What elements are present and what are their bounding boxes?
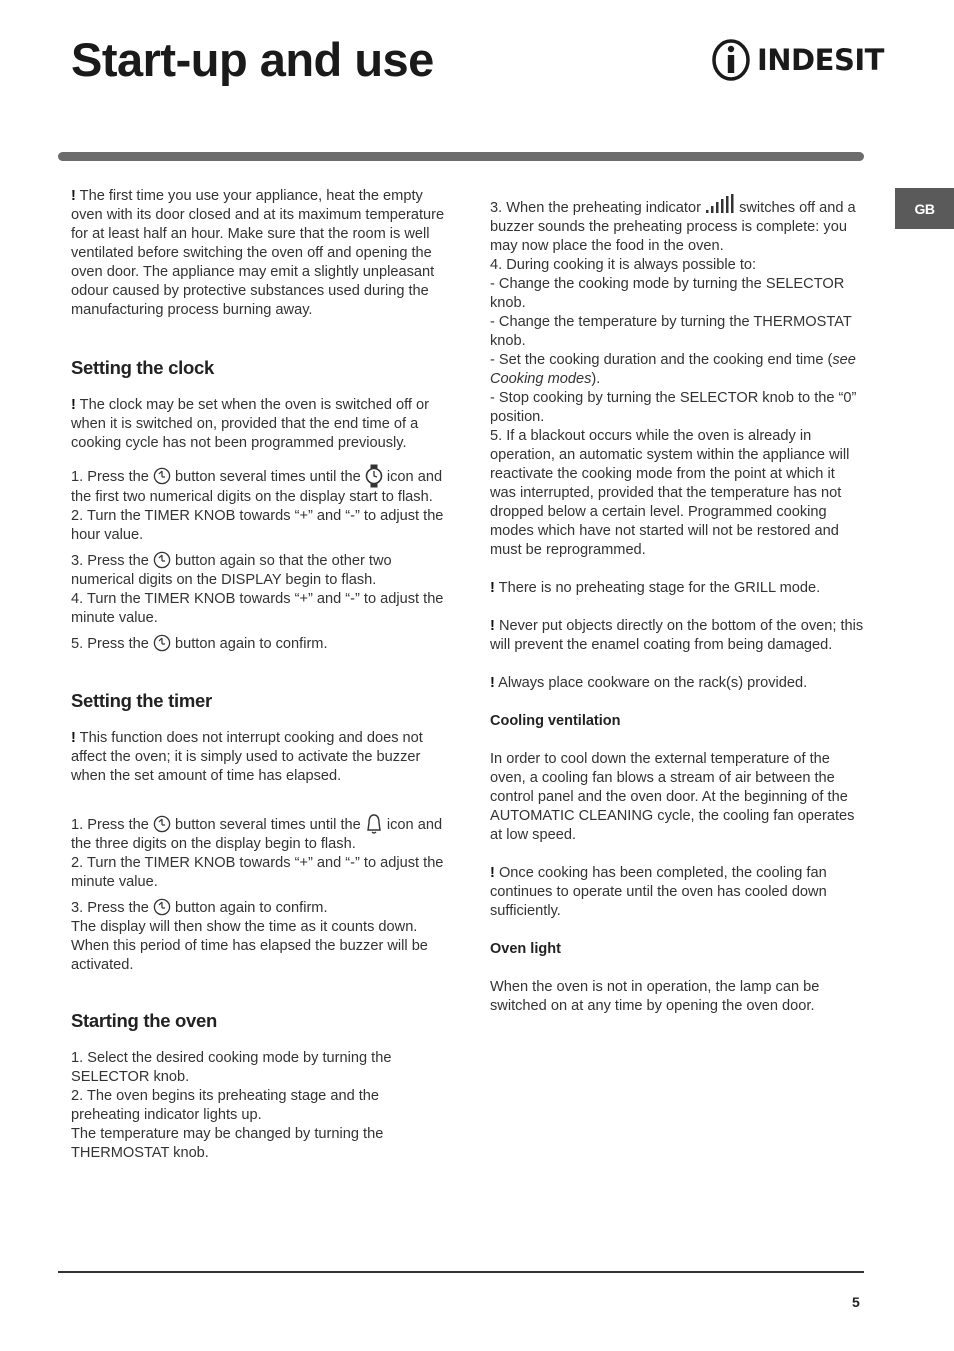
clock-button-icon bbox=[153, 634, 171, 652]
timer-note: ! This function does not interrupt cooking and does not affect the oven; it is simply used to activate the buzzer when the set amount of time has elapsed. bbox=[71, 730, 423, 784]
clock-button-icon bbox=[153, 551, 171, 569]
step-4-set-duration: - Set the cooking duration and the cooking end time (see Cooking modes). bbox=[490, 352, 856, 387]
starting-oven-heading: Starting the oven bbox=[71, 1010, 217, 1031]
timer-step-3: 3. Press the button again to confirm. bbox=[71, 900, 328, 916]
preheating-indicator-icon bbox=[705, 194, 735, 214]
cooling-text: In order to cool down the external temperature of the oven, a cooling fan blows a stream of air between the control panel and the oven door. At the beginning of the AUTOMATIC CLEANING cycle, the cooling fan operates at low speed. bbox=[490, 751, 855, 843]
clock-step-1: 1. Press the button several times until the icon and the first two numerical digits on the display start to flash. bbox=[71, 464, 445, 507]
header-divider bbox=[58, 152, 864, 161]
step-4-change-mode: - Change the cooking mode by turning the SELECTOR knob. bbox=[490, 276, 845, 311]
brand-logo bbox=[711, 38, 884, 82]
cooling-ventilation-heading: Cooling ventilation bbox=[490, 713, 621, 729]
start-step-3: 3. When the preheating indicator switches off and a buzzer sounds the preheating process is complete: you may now place the food in the oven. bbox=[490, 194, 864, 256]
start-step-2-detail: The temperature may be changed by turning the THERMOSTAT knob. bbox=[71, 1126, 384, 1161]
start-step-5: 5. If a blackout occurs while the oven is already in operation, an automatic system within the appliance will reactivate the cooking mode from the point at which it was interrupted, provided that the temperature has not dropped below a certain level. Programmed cooking modes which have not started will not be restored and must be reprogrammed. bbox=[490, 428, 850, 558]
timer-step-1: 1. Press the button several times until the icon and the three digits on the display begin to flash. bbox=[71, 813, 445, 854]
oven-light-heading: Oven light bbox=[490, 941, 561, 957]
warning-mark: ! bbox=[71, 188, 76, 204]
right-column bbox=[490, 194, 864, 1016]
clock-button-icon bbox=[153, 815, 171, 833]
start-step-2: 2. The oven begins its preheating stage and the preheating indicator lights up. bbox=[71, 1088, 380, 1123]
timer-step-2: 2. Turn the TIMER KNOB towards “+” and “-” to adjust the minute value. bbox=[71, 855, 444, 890]
start-step-4: 4. During cooking it is always possible to: bbox=[490, 257, 757, 273]
warning-mark: ! bbox=[490, 580, 495, 596]
language-tab: GB bbox=[895, 188, 954, 229]
warning-mark: ! bbox=[490, 865, 495, 881]
footer-divider bbox=[58, 1271, 864, 1273]
cooking-modes-reference: see Cooking modes bbox=[490, 352, 856, 387]
clock-button-icon bbox=[153, 898, 171, 916]
step-4-change-temp: - Change the temperature by turning the THERMOSTAT knob. bbox=[490, 314, 852, 349]
page-title: Start-up and use bbox=[71, 33, 434, 86]
bottom-note: ! Never put objects directly on the bottom of the oven; this will prevent the enamel coating from being damaged. bbox=[490, 618, 864, 653]
grill-note: ! There is no preheating stage for the GRILL mode. bbox=[490, 580, 821, 596]
oven-light-text: When the oven is not in operation, the lamp can be switched on at any time by opening the oven door. bbox=[490, 979, 820, 1014]
warning-mark: ! bbox=[490, 675, 495, 691]
warning-mark: ! bbox=[71, 397, 76, 413]
clock-step-4: 4. Turn the TIMER KNOB towards “+” and “-” to adjust the minute value. bbox=[71, 591, 444, 626]
setting-clock-heading: Setting the clock bbox=[71, 357, 214, 378]
warning-mark: ! bbox=[490, 618, 495, 634]
left-column bbox=[71, 187, 445, 1163]
clock-button-icon bbox=[153, 467, 171, 485]
warning-mark: ! bbox=[71, 730, 76, 746]
start-step-1: 1. Select the desired cooking mode by turning the SELECTOR knob. bbox=[71, 1050, 392, 1085]
step-4-stop: - Stop cooking by turning the SELECTOR knob to the “0” position. bbox=[490, 390, 857, 425]
watch-icon bbox=[365, 464, 383, 488]
page-number: 5 bbox=[852, 1294, 860, 1310]
clock-step-5: 5. Press the button again to confirm. bbox=[71, 636, 328, 652]
indesit-logo-icon bbox=[711, 38, 751, 82]
bell-icon bbox=[365, 813, 383, 835]
clock-note: ! The clock may be set when the oven is switched off or when it is switched on, provided that the end time of a cooking cycle has not been programmed previously. bbox=[71, 397, 430, 451]
setting-timer-heading: Setting the timer bbox=[71, 690, 212, 711]
cookware-note: ! Always place cookware on the rack(s) provided. bbox=[490, 675, 808, 691]
intro-paragraph bbox=[71, 187, 445, 320]
clock-step-3: 3. Press the button again so that the other two numerical digits on the DISPLAY begin to flash. bbox=[71, 553, 392, 588]
clock-step-2: 2. Turn the TIMER KNOB towards “+” and “-” to adjust the hour value. bbox=[71, 508, 444, 543]
brand-name: INDESIT bbox=[757, 43, 884, 77]
timer-step-3-detail: The display will then show the time as it counts down. When this period of time has elapsed the buzzer will be activated. bbox=[71, 919, 428, 973]
intro-text: The first time you use your appliance, heat the empty oven with its door closed and at its maximum temperature for at least half an hour. Make sure that the room is well ventilated before switching the oven off and opening the oven door. The appliance may emit a slightly unpleasant odour caused by protective substances used during the manufacturing process burning away. bbox=[71, 188, 445, 318]
cooling-note: ! Once cooking has been completed, the cooling fan continues to operate until the oven has cooled down sufficiently. bbox=[490, 865, 827, 919]
